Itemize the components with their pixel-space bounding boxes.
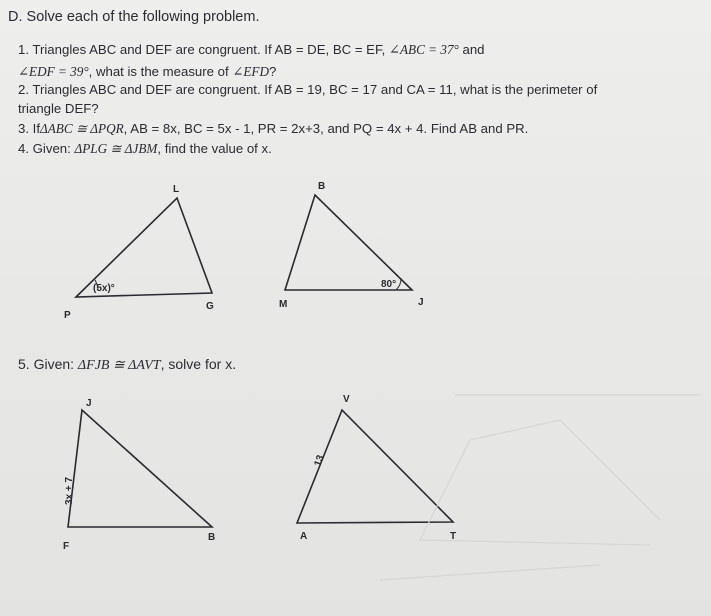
problem-1-question: , what is the measure of bbox=[88, 64, 233, 79]
problem-5-congruence: ΔFJB ≅ ΔAVT bbox=[77, 358, 161, 373]
problem-5-text: , solve for x. bbox=[160, 356, 237, 372]
vertex-j-label-2: J bbox=[86, 398, 92, 409]
angle-p-label: (5x)° bbox=[93, 283, 115, 294]
vertex-p-label: P bbox=[64, 310, 71, 321]
bleed-through-marks bbox=[380, 395, 700, 580]
vertex-a-label: A bbox=[300, 531, 308, 542]
problem-3-text: , AB = 8x, BC = 5x - 1, PR = 2x+3, and PQ = 4x + 4. Find AB and PR. bbox=[123, 121, 529, 136]
problem-1-angle-efd: ∠EFD bbox=[232, 64, 269, 79]
side-av-label: 13 bbox=[312, 453, 327, 469]
vertex-t-label: T bbox=[450, 531, 457, 542]
problem-1-and: and bbox=[458, 42, 485, 57]
triangle-jbm bbox=[285, 195, 412, 290]
problem-2-line-2: triangle DEF? bbox=[18, 101, 99, 116]
angle-j-arc bbox=[396, 278, 401, 290]
problem-1-angle-abc: ∠ABC = 37° bbox=[388, 42, 459, 57]
problem-1-angle-edf: ∠EDF = 39° bbox=[18, 64, 89, 79]
triangle-jbm-shape bbox=[285, 195, 412, 290]
problem-1-qmark: ? bbox=[269, 64, 277, 79]
problem-5-given: 5. Given: bbox=[18, 356, 78, 372]
vertex-b-label: B bbox=[318, 181, 326, 192]
vertex-j-label: J bbox=[418, 297, 424, 308]
problem-4-given: 4. Given: bbox=[18, 141, 75, 156]
triangle-fjb-shape bbox=[68, 410, 212, 527]
vertex-l-label: L bbox=[173, 184, 180, 195]
vertex-b-label-2: B bbox=[208, 532, 216, 543]
problem-1-text: 1. Triangles ABC and DEF are congruent. If AB = DE, BC = EF, bbox=[18, 42, 389, 57]
vertex-v-label: V bbox=[343, 394, 350, 405]
problem-3-congruence: ΔABC ≅ ΔPQR bbox=[40, 121, 124, 136]
vertex-f-label: F bbox=[63, 541, 70, 552]
problem-3-if: 3. If bbox=[18, 121, 40, 136]
problem-2-line-1: 2. Triangles ABC and DEF are congruent. If AB = 19, BC = 17 and CA = 11, what is the perimeter of bbox=[18, 82, 598, 97]
side-fj-label: 3x + 7 bbox=[64, 476, 75, 505]
problem-4-congruence: ΔPLG ≅ ΔJBM bbox=[74, 141, 158, 156]
triangle-fjb bbox=[68, 410, 212, 527]
vertex-m-label: M bbox=[279, 299, 288, 310]
angle-j-label: 80° bbox=[381, 279, 397, 290]
section-heading: D. Solve each of the following problem. bbox=[8, 9, 260, 25]
problem-4-text: , find the value of x. bbox=[157, 141, 272, 156]
vertex-g-label: G bbox=[206, 301, 214, 312]
